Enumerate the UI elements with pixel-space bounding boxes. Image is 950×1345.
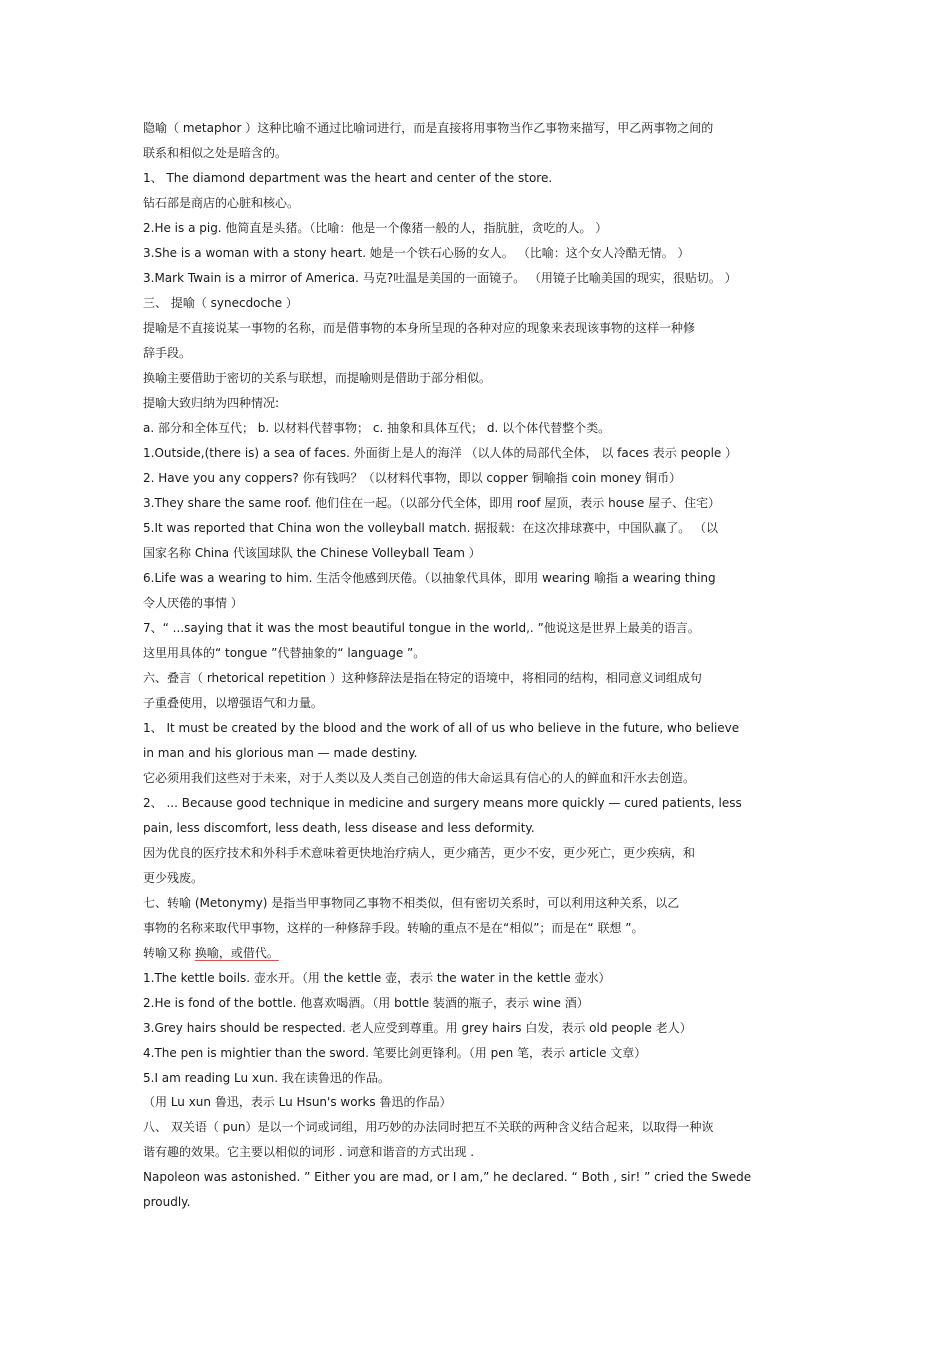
text-line: （用 Lu xun 鲁迅，表示 Lu Hsun's works 鲁迅的作品） — [143, 1095, 452, 1109]
text-line: 3.She is a woman with a stony heart. 她是一个铁石心肠的女人。 （比喻：这个女人冷酷无情。 ） — [143, 246, 690, 260]
text-line: 钻石部是商店的心脏和核心。 — [143, 196, 300, 210]
text-line: 3.Mark Twain is a mirror of America. 马克?吐温是美国的一面镜子。 （用镜子比喻美国的现实，很贴切。 ） — [143, 271, 737, 285]
text-line: 国家名称 China 代该国球队 the Chinese Volleyball Team ） — [143, 546, 481, 560]
text-line: 1、 The diamond department was the heart and center of the store. — [143, 171, 553, 185]
text-line: 令人厌倦的事情 ） — [143, 596, 243, 610]
text-line: 辞手段。 — [143, 346, 192, 360]
alias-prefix: 转喻又称 — [143, 946, 195, 960]
text-line: 5.It was reported that China won the volleyball match. 据报载：在这次排球赛中，中国队赢了。 （以 — [143, 521, 719, 535]
text-line: 5.I am reading Lu xun. 我在读鲁迅的作品。 — [143, 1071, 390, 1085]
text-line: 3.They share the same roof. 他们住在一起。（以部分代全体，即用 roof 屋顶，表示 house 屋子、住宅） — [143, 496, 721, 510]
text-line: 2、 ... Because good technique in medicine and surgery means more quickly — cured patients, less — [143, 796, 742, 810]
section-heading: 六、叠言（ rhetorical repetition ）这种修辞法是指在特定的语境中，将相同的结构，相同意义词组成句 — [143, 671, 702, 685]
text-line: 子重叠使用，以增强语气和力量。 — [143, 696, 324, 710]
section-heading: 七、转喻 (Metonymy) 是指当甲事物同乙事物不相类似，但有密切关系时，可以利用这种关系，以乙 — [143, 896, 680, 910]
text-line: proudly. — [143, 1195, 191, 1209]
text-line: 提喻大致归纳为四种情况: — [143, 396, 280, 410]
text-line: 1、 It must be created by the blood and the work of all of us who believe in the future, who believe — [143, 721, 740, 735]
section-heading: 三、 提喻（ synecdoche ） — [143, 296, 298, 310]
text-line: pain, less discomfort, less death, less disease and less deformity. — [143, 821, 535, 835]
text-line: 换喻主要借助于密切的关系与联想，而提喻则是借助于部分相似。 — [143, 371, 492, 385]
text-line: in man and his glorious man — made destiny. — [143, 746, 418, 760]
text-line: 2. Have you any coppers? 你有钱吗？（以材料代事物，即以 copper 铜喻指 coin money 铜币） — [143, 471, 682, 485]
text-line: 事物的名称来取代甲事物，这样的一种修辞手段。转喻的重点不是在“相似”；而是在“ 联想 ”。 — [143, 921, 644, 935]
text-line: 2.He is a pig. 他简直是头猪。（比喻：他是一个像猪一般的人，指肮脏，贪吃的人。 ） — [143, 221, 608, 235]
text-line: 4.The pen is mightier than the sword. 笔要比剑更锋利。（用 pen 笔，表示 article 文章） — [143, 1046, 647, 1060]
text-line: 这里用具体的“ tongue ”代替抽象的“ language ”。 — [143, 646, 426, 660]
text-line: 1.Outside,(there is) a sea of faces. 外面街上是人的海洋 （以人体的局部代全体， 以 faces 表示 people ） — [143, 446, 738, 460]
text-line: 它必须用我们这些对于未来，对于人类以及人类自己创造的伟大命运具有信心的人的鲜血和汗水去创造。 — [143, 771, 696, 785]
text-line: 谐有趣的效果。它主要以相似的词形 . 词意和谐音的方式出现 . — [143, 1145, 475, 1159]
section-heading: 八、 双关语（ pun）是以一个词或词组，用巧妙的办法同时把互不关联的两种含义结合起来，以取得一种诙 — [143, 1120, 714, 1134]
text-line: 联系和相似之处是暗含的。 — [143, 146, 288, 160]
alias-underlined: 换喻，或借代。 — [194, 946, 279, 960]
text-line: 2.He is fond of the bottle. 他喜欢喝酒。（用 bottle 装酒的瓶子，表示 wine 酒） — [143, 996, 589, 1010]
text-line — [143, 943, 820, 963]
text-line: 更少残废。 — [143, 871, 204, 885]
text-line: 7、“ ...saying that it was the most beautiful tongue in the world,. ”他说这是世界上最美的语言。 — [143, 621, 700, 635]
text-line: 因为优良的医疗技术和外科手术意味着更快地治疗病人，更少痛苦，更少不安，更少死亡，更少疾病，和 — [143, 846, 696, 860]
text-line: 提喻是不直接说某一事物的名称，而是借事物的本身所呈现的各种对应的现象来表现该事物的这样一种修 — [143, 321, 696, 335]
text-line: 1.The kettle boils. 壶水开。（用 the kettle 壶，表示 the water in the kettle 壶水） — [143, 971, 611, 985]
text-line: Napoleon was astonished. ” Either you are mad, or I am,” he declared. “ Both , sir! ” cried the Swede — [143, 1170, 752, 1184]
text-line: 3.Grey hairs should be respected. 老人应受到尊重。用 grey hairs 白发，表示 old people 老人） — [143, 1021, 692, 1035]
text-line: a. 部分和全体互代； b. 以材料代替事物； c. 抽象和具体互代； d. 以个体代替整个类。 — [143, 421, 611, 435]
text-line: 隐喻（ metaphor ）这种比喻不通过比喻词进行，而是直接将用事物当作乙事物来描写，甲乙两事物之间的 — [143, 121, 714, 135]
text-line: 6.Life was a wearing to him. 生活令他感到厌倦。（以抽象代具体，即用 wearing 喻指 a wearing thing — [143, 571, 716, 585]
